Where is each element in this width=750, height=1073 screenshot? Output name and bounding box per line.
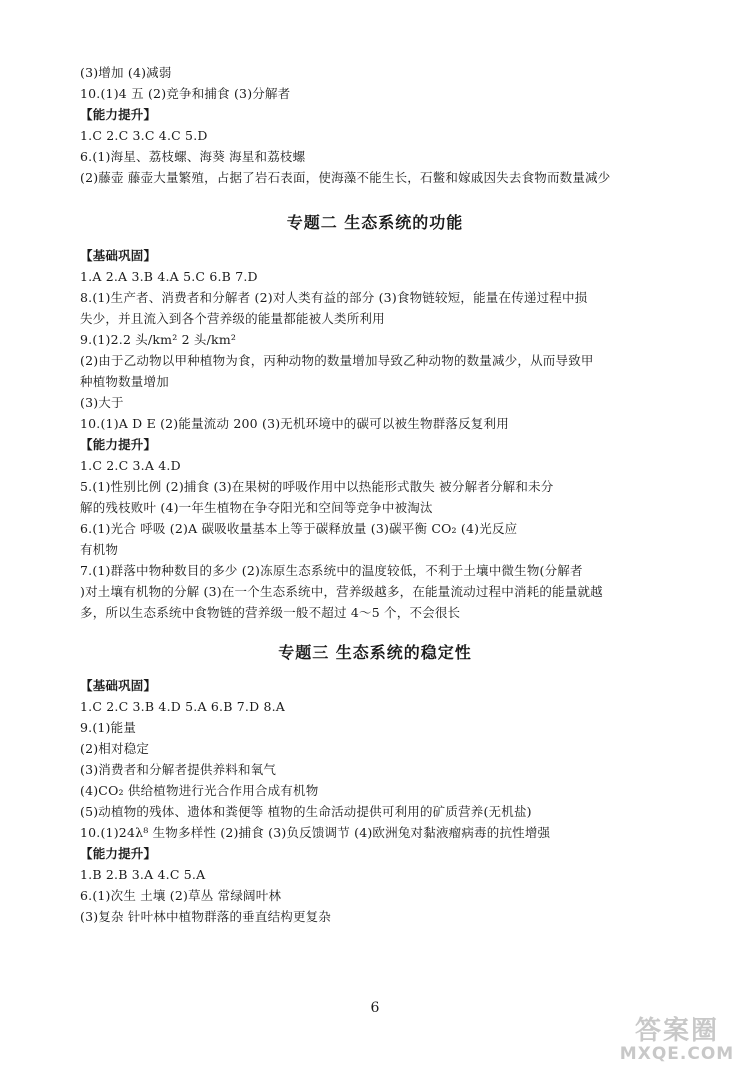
section-subheading: 【能力提升】	[80, 107, 157, 122]
section-subheading: 【能力提升】	[80, 437, 157, 452]
watermark-logo	[612, 1010, 742, 1068]
text-line: 10.(1)A D E (2)能量流动 200 (3)无机环境中的碳可以被生物群落反复利用	[80, 416, 509, 431]
section-subheading: 【基础巩固】	[80, 248, 157, 263]
text-line: 5.(1)性别比例 (2)捕食 (3)在果树的呼吸作用中以热能形式散失 被分解者分解和未分	[80, 479, 554, 494]
text-line: 6.(1)次生 土壤 (2)草丛 常绿阔叶林	[80, 888, 282, 903]
text-line: (4)CO₂ 供给植物进行光合作用合成有机物	[80, 783, 319, 798]
text-line: 9.(1)2.2 头/km² 2 头/km²	[80, 332, 237, 347]
text-line: (3)大于	[80, 395, 124, 410]
section-subheading: 【能力提升】	[80, 846, 157, 861]
text-line: 6.(1)海星、荔枝螺、海葵 海星和荔枝螺	[80, 149, 306, 164]
text-line: (3)复杂 针叶林中植物群落的垂直结构更复杂	[80, 909, 332, 924]
text-line: (3)消费者和分解者提供养料和氧气	[80, 762, 277, 777]
section-title: 专题二 生态系统的功能	[286, 213, 464, 232]
text-line: 种植物数量增加	[80, 374, 169, 389]
watermark-url: MXQE.COM	[619, 1044, 735, 1064]
section-title: 专题三 生态系统的稳定性	[278, 643, 472, 662]
text-line: (2)相对稳定	[80, 741, 150, 756]
text-line: )对土壤有机物的分解 (3)在一个生态系统中，营养级越多，在能量流动过程中消耗的能量就越	[80, 584, 603, 599]
text-line: (5)动植物的残体、遗体和粪便等 植物的生命活动提供可利用的矿质营养(无机盐)	[80, 804, 532, 819]
text-line: 7.(1)群落中物种数目的多少 (2)冻原生态系统中的温度较低，不利于土壤中微生物(分解者	[80, 563, 583, 578]
text-line: 多，所以生态系统中食物链的营养级一般不超过 4～5 个，不会很长	[80, 605, 461, 620]
watermark-title: 答案圈	[634, 1016, 719, 1046]
section-subheading: 【基础巩固】	[80, 678, 157, 693]
text-line: 1.C 2.C 3.C 4.C 5.D	[80, 128, 208, 143]
text-line: 10.(1)24λ⁸ 生物多样性 (2)捕食 (3)负反馈调节 (4)欧洲兔对黏液瘤病毒的抗性增强	[80, 825, 551, 840]
text-line: 1.B 2.B 3.A 4.C 5.A	[80, 867, 206, 882]
text-line: 1.A 2.A 3.B 4.A 5.C 6.B 7.D	[80, 269, 258, 284]
text-line: (3)增加 (4)减弱	[80, 65, 172, 80]
text-line: 10.(1)4 五 (2)竞争和捕食 (3)分解者	[80, 86, 291, 101]
page-number: 6	[370, 1000, 380, 1016]
text-line: 9.(1)能量	[80, 720, 137, 735]
text-line: 失少，并且流入到各个营养级的能量都能被人类所利用	[80, 311, 385, 326]
text-line: 有机物	[80, 542, 119, 557]
text-line: 1.C 2.C 3.B 4.D 5.A 6.B 7.D 8.A	[80, 699, 286, 714]
text-line: 6.(1)光合 呼吸 (2)A 碳吸收量基本上等于碳释放量 (3)碳平衡 CO₂ (4)光反应	[80, 521, 518, 536]
text-line: 解的残枝败叶 (4)一年生植物在争夺阳光和空间等竞争中被淘汰	[80, 500, 433, 515]
text-line: 1.C 2.C 3.A 4.D	[80, 458, 181, 473]
text-line: (2)由于乙动物以甲种植物为食，丙种动物的数量增加导致乙种动物的数量减少，从而导致甲	[80, 353, 594, 368]
text-line: (2)藤壶 藤壶大量繁殖，占据了岩石表面，使海藻不能生长，石鳖和嫁戚因失去食物而数量减少	[80, 170, 611, 185]
text-line: 8.(1)生产者、消费者和分解者 (2)对人类有益的部分 (3)食物链较短，能量在传递过程中损	[80, 290, 588, 305]
